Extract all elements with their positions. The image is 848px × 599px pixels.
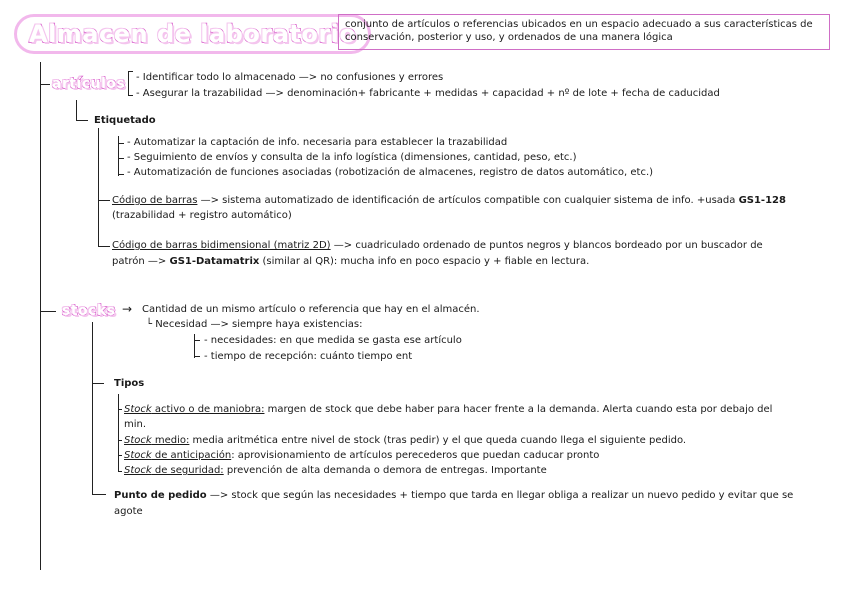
tipos-heading: Tipos (114, 378, 145, 389)
etiquetado-spine (98, 128, 99, 246)
barcode2d-term: Código de barras bidimensional (matriz 2D) (112, 240, 331, 251)
articulos-point-1: - Identificar todo lo almacenado —> no confusiones y errores (136, 72, 444, 83)
punto-pedido-line-2: agote (114, 506, 143, 517)
tipo-item-4: Stock de seguridad: prevención de alta demanda o demora de entregas. Importante (124, 465, 547, 476)
etiquetado-heading: Etiquetado (94, 115, 156, 126)
tipo-item-1: Stock activo o de maniobra: margen de stock que debe haber para hacer frente a la demanda. Alerta cuando esta por debajo del (124, 404, 773, 415)
barcode2d-line-2: patrón —> GS1-Datamatrix (similar al QR): mucha info en poco espacio y + fiable en lectura. (112, 256, 590, 267)
necesidad-point-1: - necesidades: en que medida se gasta ese artículo (204, 335, 462, 346)
tipo-item-3: Stock de anticipación: aprovisionamiento de artículos perecederos que puedan caducar pronto (124, 450, 600, 461)
stocks-arrow: → (122, 302, 133, 316)
main-spine (40, 62, 41, 570)
articulos-subspine (76, 100, 77, 120)
stocks-definition: Cantidad de un mismo artículo o referencia que hay en el almacén. (142, 304, 480, 315)
articulos-bracket (128, 71, 129, 95)
barcode2d-standard: GS1-Datamatrix (169, 256, 260, 267)
barcode-line (112, 194, 786, 207)
barcode2d-line (112, 239, 763, 252)
punto-pedido-line: Punto de pedido —> stock que según las necesidades + tiempo que tarda en llegar obliga a realizar un nuevo pedido y evitar que se (114, 490, 794, 501)
barcode-line-2: (trazabilidad + registro automático) (112, 210, 292, 221)
stocks-connector (40, 311, 56, 312)
definition-box: conjunto de artículos o referencias ubicados en un espacio adecuado a sus características de conservación, posterior y uso, y ordenados de una manera lógica (338, 14, 830, 50)
stocks-subspine (92, 322, 93, 494)
barcode-term: Código de barras (112, 195, 198, 206)
barcode-desc: —> sistema automatizado de identificación de artículos compatible con cualquier sistema de info. +usada (197, 195, 739, 206)
articulos-connector (40, 84, 50, 85)
necesidad-point-2: - tiempo de recepción: cuánto tiempo ent (204, 351, 413, 362)
tipo-item-1-cont: min. (124, 419, 147, 430)
etiquetado-point-1: - Automatizar la captación de info. necesaria para establecer la trazabilidad (127, 137, 508, 148)
necesidad-line: └ Necesidad —> siempre haya existencias: (146, 319, 363, 330)
stocks-label: stocks (62, 303, 116, 319)
etiquetado-point-3: - Automatización de funciones asociadas (robotización de almacenes, registro de datos automático, etc.) (127, 167, 654, 178)
tipo-item-2: Stock medio: media aritmética entre nivel de stock (tras pedir) y el que queda cuando llega el siguiente pedido. (124, 435, 687, 446)
barcode2d-desc: —> cuadriculado ordenado de puntos negros y blancos bordeado por un buscador de (330, 240, 763, 251)
articulos-label: artículos (52, 76, 126, 92)
articulos-point-2: - Asegurar la trazabilidad —> denominación+ fabricante + medidas + capacidad + nº de lote + fecha de caducidad (136, 88, 720, 99)
punto-pedido-term: Punto de pedido (114, 490, 207, 501)
page-title: Almacen de laboratorio (14, 14, 371, 54)
tipos-spine (118, 394, 119, 472)
etiquetado-point-2: - Seguimiento de envíos y consulta de la info logística (dimensiones, cantidad, peso, etc.) (127, 152, 577, 163)
barcode-standard: GS1-128 (738, 195, 786, 206)
